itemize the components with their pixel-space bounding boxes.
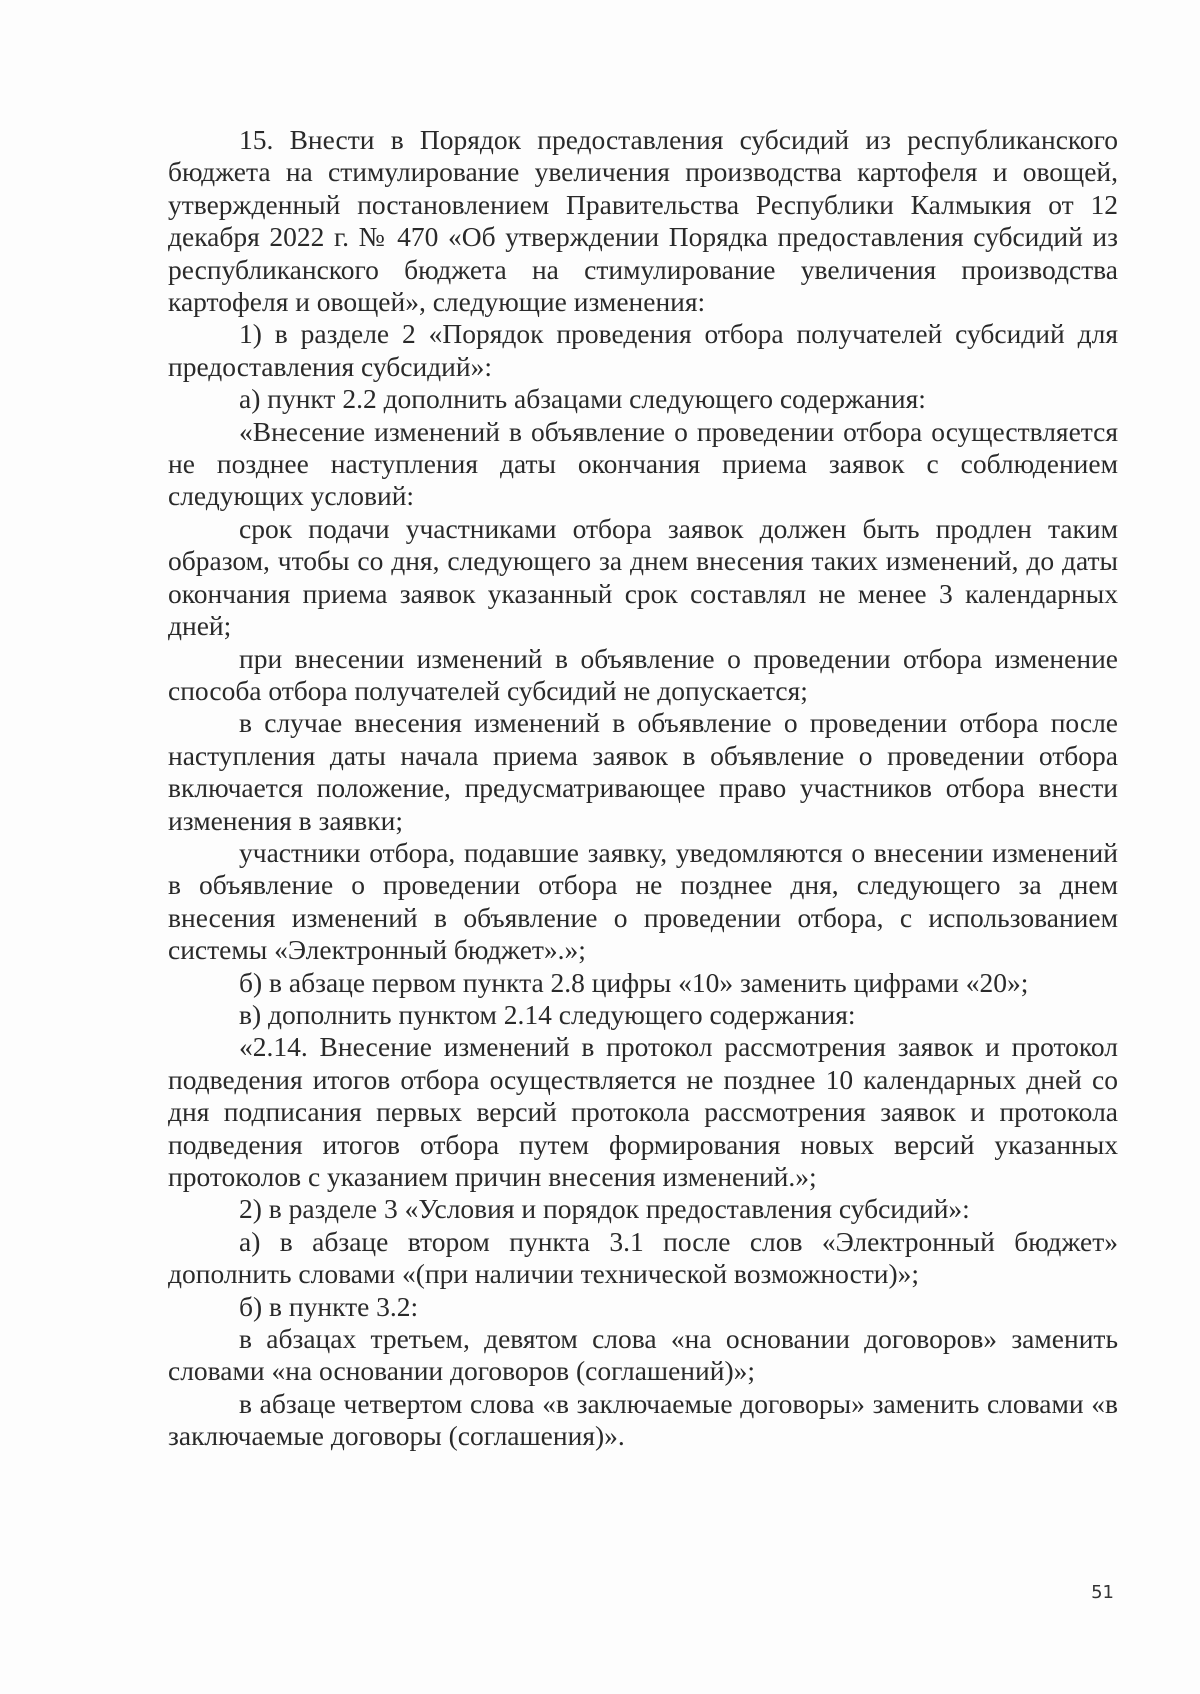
paragraph-3-2-fourth: в абзаце четвертом слова «в заключаемые договоры» заменить словами «в заключаемые договоры (соглашения)». [168,1387,1118,1452]
paragraph-method-unchanged: при внесении изменений в объявление о проведении отбора изменение способа отбора получателей субсидий не допускается; [168,642,1118,706]
document-body [168,124,1118,1453]
paragraph-3-2-third-ninth: в абзацах третьем, девятом слова «на основании договоров» заменить словами «на основании договоров (соглашений)»; [168,1323,1118,1387]
paragraph-section-2: 1) в разделе 2 «Порядок проведения отбора получателей субсидий для предоставления субсидий»: [168,318,1118,382]
paragraph-3a: а) в абзаце втором пункта 3.1 после слов «Электронный бюджет» дополнить словами «(при наличии технической возможности)»; [168,1225,1118,1290]
paragraph-2-14: «2.14. Внесение изменений в протокол рассмотрения заявок и протокол подведения итогов отбора осуществляется не позднее 10 календарных дней со дня подписания первых версий протокола рассмотрения заявок и протокола подведения итогов отбора путем формирования новых версий указанных протоколов с указанием причин внесения изменений.»; [168,1031,1118,1192]
paragraph-right-to-amend: в случае внесения изменений в объявление о проведении отбора после наступления даты начала приема заявок в объявление о проведении отбора включается положение, предусматривающее право участников отбора внести изменения в заявки; [168,707,1118,836]
paragraph-amendment-intro: «Внесение изменений в объявление о проведении отбора осуществляется не позднее наступления даты окончания приема заявок с соблюдением следующих условий: [168,415,1118,512]
paragraph-notification: участники отбора, подавшие заявку, уведомляются о внесении изменений в объявление о проведении отбора не позднее дня, следующего за днем внесения изменений в объявление о проведении отбора, с использованием системы «Электронный бюджет».»; [168,836,1118,966]
paragraph-2a: а) пункт 2.2 дополнить абзацами следующего содержания: [239,383,926,415]
paragraph-section-3: 2) в разделе 3 «Условия и порядок предоставления субсидий»: [239,1193,970,1225]
paragraph-2v: в) дополнить пунктом 2.14 следующего содержания: [239,998,856,1030]
page-number: 51 [1091,1582,1114,1603]
paragraph-15-intro: 15. Внести в Порядок предоставления субсидий из республиканского бюджета на стимулирование увеличения производства картофеля и овощей, утвержденный постановлением Правительства Республики Калмыкия от 12 декабря 2022 г. № 470 «Об утверждении Порядка предоставления субсидий из республиканского бюджета на стимулирование увеличения производства картофеля и овощей», следующие изменения: [168,124,1118,318]
paragraph-2b: б) в абзаце первом пункта 2.8 цифры «10» заменить цифрами «20»; [239,966,1029,998]
paragraph-3b: б) в пункте 3.2: [239,1290,419,1322]
paragraph-deadline-extension: срок подачи участниками отбора заявок должен быть продлен таким образом, чтобы со дня, следующего за днем внесения таких изменений, до даты окончания приема заявок указанный срок составлял не менее 3 календарных дней; [168,512,1118,642]
